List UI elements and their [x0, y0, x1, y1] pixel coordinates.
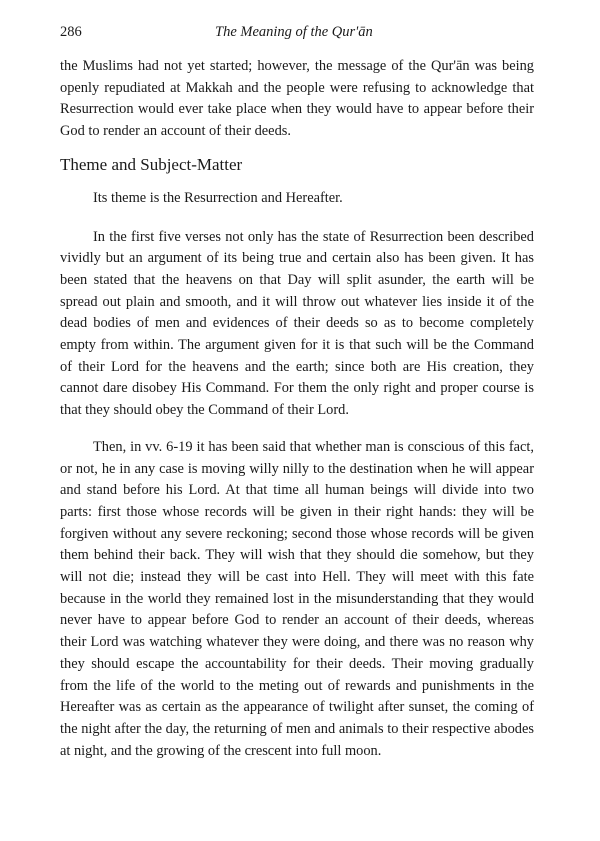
opening-paragraph: the Muslims had not yet started; however, the message of the Qur'ān was being openly repudiated at Makkah and the people were refusing to acknowledge that Resurrection would ever take place when they would have to appear before their God to render an account of their deeds. [60, 58, 534, 140]
page-number: 286 [60, 24, 82, 40]
running-title: The Meaning of the Qur'ān [215, 24, 373, 40]
paragraph-verses-6-19: Then, in vv. 6-19 it has been said that whether man is conscious of this fact, or not, he in any case is moving willy nilly to the destination when he will appear and stand before his Lord. At that time all human beings will divide into two parts: first those whose records will be given in their right hands: they will be forgiven without any severe reckoning; second those whose records will be given them behind their back. They will wish that they should die somehow, but they will not die; instead they will be cast into Hell. They will meet with this fate because in the world they remained lost in the misunderstanding that they would never have to appear before God to render an account of their deeds, whereas their Lord was watching whatever they were doing, and there was no reason why they should escape the accountability for their deeds. Their moving gradually from the life of the world to the meting out of rewards and punishments in the Hereafter was as certain as the appearance of twilight after sunset, the coming of the night after the day, the returning of men and animals to their respective abodes at night, and the growing of the crescent into full moon. [60, 438, 534, 759]
page-body [60, 56, 534, 777]
theme-statement: Its theme is the Resurrection and Hereafter. [93, 189, 343, 206]
section-heading: Theme and Subject-Matter [60, 154, 243, 174]
page-header [60, 24, 550, 48]
paragraph-first-five-verses: In the first five verses not only has the state of Resurrection been described vividly but an argument of its being true and certain also has been given. It has been stated that the heavens on that Day will split asunder, the earth will be spread out plain and smooth, and it will throw out whatever lies inside it of the dead bodies of men and evidences of their deeds so as to become completely empty from within. The argument given for it is that such will be the Command of their Lord for the heavens and the earth; since both are His creation, they cannot dare disobey His Command. For them the only right and proper course is that they should obey the Command of their Lord. [60, 228, 534, 419]
